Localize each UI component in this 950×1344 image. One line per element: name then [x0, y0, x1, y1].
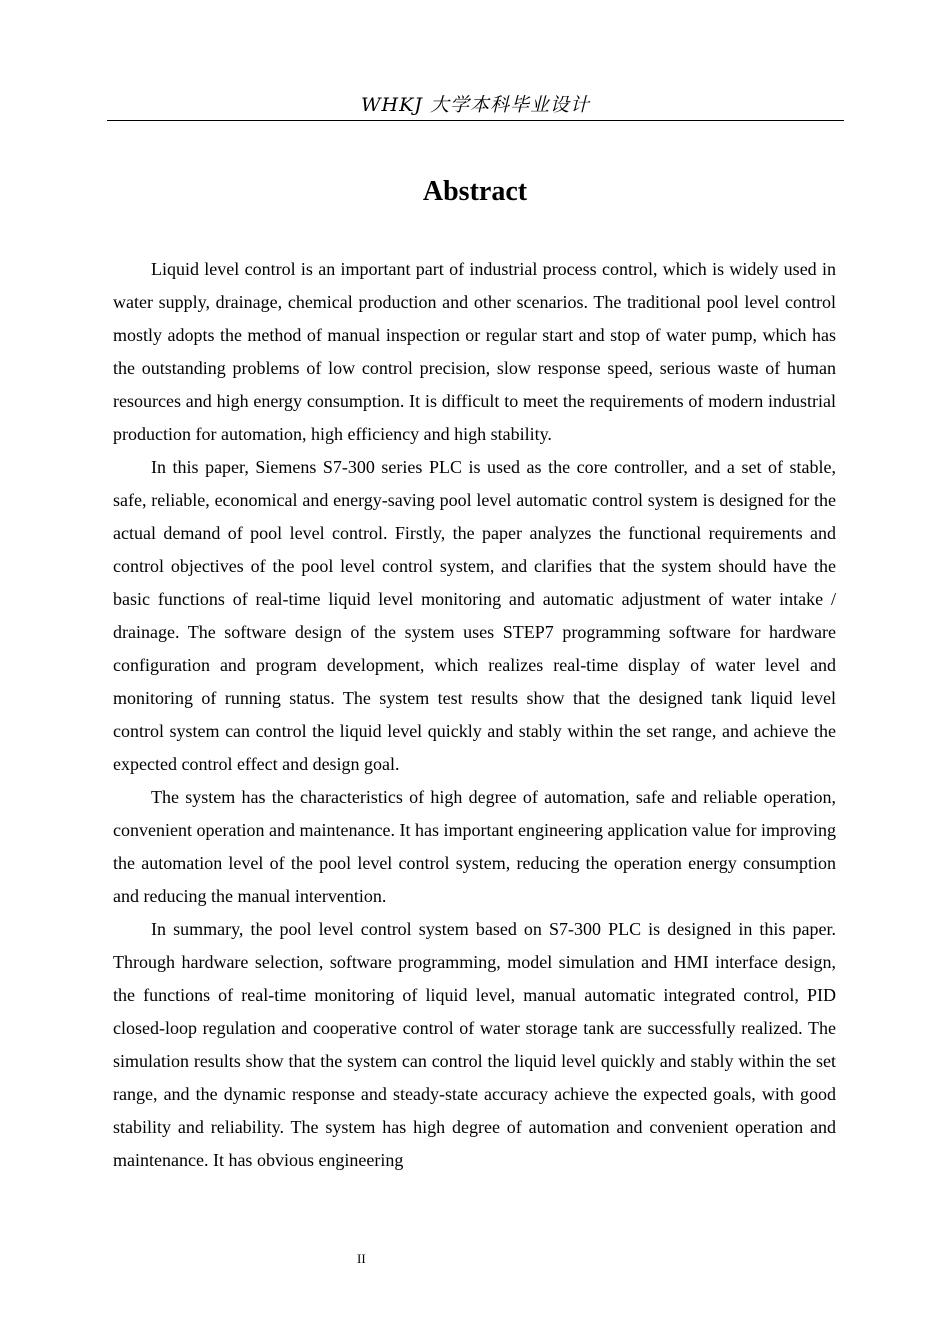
- abstract-paragraph-2: In this paper, Siemens S7-300 series PLC is used as the core controller, and a set of stable, safe, reliable, economical and energy-saving pool level automatic control system is designed for the actual demand of pool level control. Firstly, the paper analyzes the functional requirements and control objectives of the pool level control system, and clarifies that the system should have the basic functions of real-time liquid level monitoring and automatic adjustment of water intake / drainage. The software design of the system uses STEP7 programming software for hardware configuration and program development, which realizes real-time display of water level and monitoring of running status. The system test results show that the designed tank liquid level control system can control the liquid level quickly and stably within the set range, and achieve the expected control effect and design goal.: [113, 457, 836, 774]
- page-number: II: [357, 1251, 366, 1266]
- page-header: [107, 93, 844, 121]
- abstract-paragraph-1: Liquid level control is an important part of industrial process control, which is widely used in water supply, drainage, chemical production and other scenarios. The traditional pool level control mostly adopts the method of manual inspection or regular start and stop of water pump, which has the outstanding problems of low control precision, slow response speed, serious waste of human resources and high energy consumption. It is difficult to meet the requirements of modern industrial production for automation, high efficiency and high stability.: [113, 259, 836, 444]
- abstract-paragraph-4: In summary, the pool level control system based on S7-300 PLC is designed in this paper. Through hardware selection, software programming, model simulation and HMI interface design, the functions of real-time monitoring of liquid level, manual automatic integrated control, PID closed-loop regulation and cooperative control of water storage tank are successfully realized. The simulation results show that the system can control the liquid level quickly and stably within the set range, and the dynamic response and steady-state accuracy achieve the expected goals, with good stability and reliability. The system has high degree of automation and convenient operation and maintenance. It has obvious engineering: [113, 919, 836, 1170]
- abstract-body: [113, 253, 836, 1177]
- page-title: Abstract: [422, 176, 528, 207]
- header-text: WHKJ 大学本科毕业设计: [361, 94, 590, 116]
- abstract-paragraph-3: The system has the characteristics of high degree of automation, safe and reliable operation, convenient operation and maintenance. It has important engineering application value for improving the automation level of the pool level control system, reducing the operation energy consumption and reducing the manual intervention.: [113, 787, 836, 906]
